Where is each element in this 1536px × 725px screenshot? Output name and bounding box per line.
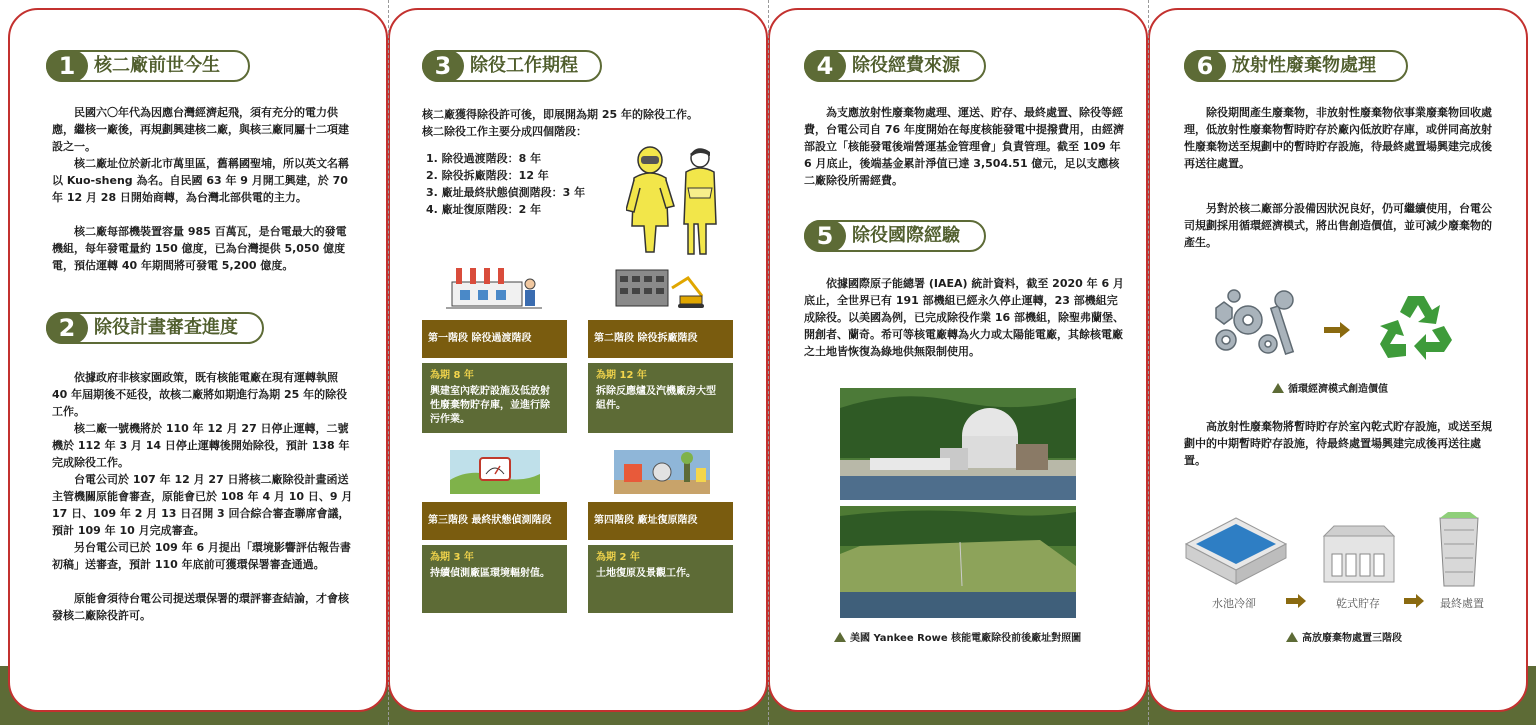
yankee-rowe-after-photo: [840, 506, 1076, 618]
s3-phase-list: [426, 150, 626, 218]
yankee-rowe-caption: [834, 629, 1081, 644]
spent-fuel-pool-icon: [1182, 514, 1290, 588]
triangle-bullet-icon: [1286, 632, 1298, 642]
step-label-pool: 水池冷卻: [1212, 597, 1256, 610]
text: 依據政府非核家園政策，既有核能電廠在現有運轉執照 40 年屆期後不延役，故核二廠將如期進行為期 25 年的除役工作。: [52, 371, 348, 418]
list-item: 4. 廠址復原階段：2 年: [426, 203, 542, 216]
fold-line-3: [1148, 0, 1149, 725]
yankee-rowe-before-photo: [840, 388, 1076, 500]
section-6-header: [1184, 50, 1408, 82]
s6-paragraph-2: [1184, 200, 1498, 251]
text: 台電公司於 107 年 12 月 27 日將核二廠除役計畫函送主管機關原能會審查，原能會已於 108 年 4 月 10 日、9 月 17 日、109 年 2 月 13 日召開 3 回合綜合審查聯席會議，預計 109 年 10 月完成審查。: [52, 473, 353, 537]
list-item: 3. 廠址最終狀態偵測階段：3 年: [426, 186, 586, 199]
stage-duration: 為期 8 年: [430, 370, 474, 381]
section-title: 放射性廢棄物處理: [1232, 55, 1376, 76]
section-number: 3: [422, 50, 464, 82]
triangle-bullet-icon: [834, 632, 846, 642]
recycle-icon: [1378, 292, 1454, 362]
section-title: 除役國際經驗: [852, 225, 960, 246]
circular-economy-caption: [1272, 380, 1388, 395]
stage-duration: 為期 3 年: [430, 552, 474, 563]
stage-4-body: [588, 545, 733, 613]
stage-3-body: [422, 545, 567, 613]
s1-paragraph-3: [52, 223, 354, 274]
stage-description: 拆除反應爐及汽機廠房大型組件。: [596, 386, 716, 411]
text: 高放射性廢棄物將暫時貯存於室內乾式貯存設施，或送至規劃中的中期暫時貯存設施，待最終處置場興建完成後再送往處置。: [1184, 420, 1492, 467]
stage-4-icon: [614, 450, 710, 494]
section-title: 除役計畫審查進度: [94, 317, 238, 338]
final-disposal-icon: [1434, 510, 1484, 590]
section-number: 6: [1184, 50, 1226, 82]
workers-illustration: [626, 144, 726, 256]
list-item: 2. 除役拆廠階段：12 年: [426, 169, 549, 182]
text: 核二廠每部機裝置容量 985 百萬瓦，是台電最大的發電機組，每年發電量約 150 億度，已為台灣提供 5,050 億度電，預估運轉 40 年期間將可發電 5,200 億度。: [52, 225, 347, 272]
caption-text: 高放廢棄物處置三階段: [1302, 633, 1402, 644]
stage-description: 興建室內乾貯設施及低放射性廢棄物貯存庫，並進行除污作業。: [430, 386, 550, 425]
stage-4-title: 第四階段 廠址復原階段: [588, 502, 733, 540]
arrow-right-icon: [1324, 322, 1350, 338]
stage-2-icon: [612, 266, 708, 310]
stage-1-body: [422, 363, 567, 433]
caption-text: 美國 Yankee Rowe 核能電廠除役前後廠址對照圖: [850, 633, 1082, 644]
stage-1-icon: [446, 264, 542, 310]
s6-paragraph-3: [1184, 418, 1498, 469]
section-title: 除役經費來源: [852, 55, 960, 76]
section-number: 5: [804, 220, 846, 252]
step-label-dry-storage: 乾式貯存: [1336, 597, 1380, 610]
caption-text: 循環經濟模式創造價值: [1288, 384, 1388, 395]
section-number: 1: [46, 50, 88, 82]
text: 核二廠址位於新北市萬里區，舊稱國聖埔，所以英文名稱以 Kuo-sheng 為名。自民國 63 年 9 月開工興建，於 70 年 12 月 28 日開始商轉，為台灣北部供電的主力。: [52, 157, 349, 204]
section-3-header: [422, 50, 602, 82]
stage-2-title: 第二階段 除役拆廠階段: [588, 320, 733, 358]
text: 民國六〇年代為因應台灣經濟起飛，須有充分的電力供應，繼核一廠後，再規劃興建核二廠，與核三廠同屬十二項建設之一。: [52, 106, 349, 153]
step-label-final-disposal: 最終處置: [1440, 597, 1484, 610]
s3-intro-2: 核二除役工作主要分成四個階段：: [422, 125, 587, 138]
text: 核二廠一號機將於 110 年 12 月 27 日停止運轉，二號機於 112 年 3 月 14 日停止運轉後開始除役，預計 138 年完成除役工作。: [52, 422, 350, 469]
s1-paragraph-1: [52, 104, 354, 155]
text: 為支應放射性廢棄物處理、運送、貯存、最終處置、除役等經費，台電公司自 76 年度開始在每度核能發電中提撥費用，由經濟部設立「核能發電後端營運基金管理會」負責管理。截至 109 年 6 月底止，後端基金累計淨值已達 3,504.51 億元，足以支應核二廠除役所需經費。: [804, 106, 1124, 187]
arrow-right-icon: [1404, 594, 1424, 608]
text: 原能會須待台電公司提送環保署的環評審查結論，才會核發核二廠除役許可。: [52, 592, 349, 622]
triangle-bullet-icon: [1272, 383, 1284, 393]
stage-description: 土地復原及景觀工作。: [596, 568, 696, 579]
s6-paragraph-1: [1184, 104, 1498, 172]
text: 另台電公司已於 109 年 6 月提出「環境影響評估報告書初稿」送審查，預計 110 年底前可獲環保署審查通過。: [52, 541, 351, 571]
text: 另對於核二廠部分設備因狀況良好，仍可繼續使用，台電公司規劃採用循環經濟模式，將出售創造價值，並可減少廢棄物的產生。: [1184, 202, 1492, 249]
section-1-header: [46, 50, 250, 82]
dry-storage-icon: [1322, 524, 1396, 584]
stage-3-icon: [450, 450, 540, 494]
arrow-right-icon: [1286, 594, 1306, 608]
s4-paragraph-1: [804, 104, 1124, 189]
stage-2-body: [588, 363, 733, 433]
section-title: 除役工作期程: [470, 55, 578, 76]
section-4-header: [804, 50, 986, 82]
s2-paragraph-5: [52, 590, 354, 624]
s5-paragraph-1: [804, 275, 1124, 360]
section-title: 核二廠前世今生: [94, 55, 220, 76]
stage-duration: 為期 12 年: [596, 370, 647, 381]
fold-line-2: [768, 0, 769, 725]
stage-3-title: 第三階段 最終狀態偵測階段: [422, 502, 567, 540]
stage-1-title: 第一階段 除役過渡階段: [422, 320, 567, 358]
stage-duration: 為期 2 年: [596, 552, 640, 563]
text: 依據國際原子能總署 (IAEA) 統計資料，截至 2020 年 6 月底止，全世界已有 191 部機組已經永久停止運轉，23 部機組完成除役。以美國為例，已完成除役作業 16 部機組，除聖弗蘭堡、開創者、蘭奇。希可等核電廠轉為火力或太陽能電廠，其餘核電廠之土地皆恢復為綠地供無限制使用。: [804, 277, 1124, 358]
section-number: 2: [46, 312, 88, 344]
s2-paragraph-4: [52, 539, 354, 573]
gears-bolts-icon: [1208, 288, 1308, 360]
s2-paragraph-3: [52, 471, 354, 539]
section-2-header: [46, 312, 264, 344]
hlw-stages-caption: [1286, 629, 1402, 644]
section-5-header: [804, 220, 986, 252]
stage-description: 持續偵測廠區環境輻射值。: [430, 568, 550, 579]
s3-intro-1: 核二廠獲得除役許可後，即展開為期 25 年的除役工作。: [422, 108, 698, 121]
s2-paragraph-2: [52, 420, 354, 471]
text: 除役期間產生廢棄物，非放射性廢棄物依事業廢棄物回收處理，低放射性廢棄物暫時貯存於廠內低放貯存庫，或併同高放射性廢棄物送至規劃中的暫時貯存設施，待最終處置場興建完成後再送往處置。: [1184, 106, 1492, 170]
s1-paragraph-2: [52, 155, 354, 206]
s2-paragraph-1: [52, 369, 354, 420]
fold-line-1: [388, 0, 389, 725]
section-number: 4: [804, 50, 846, 82]
list-item: 1. 除役過渡階段：8 年: [426, 152, 542, 165]
